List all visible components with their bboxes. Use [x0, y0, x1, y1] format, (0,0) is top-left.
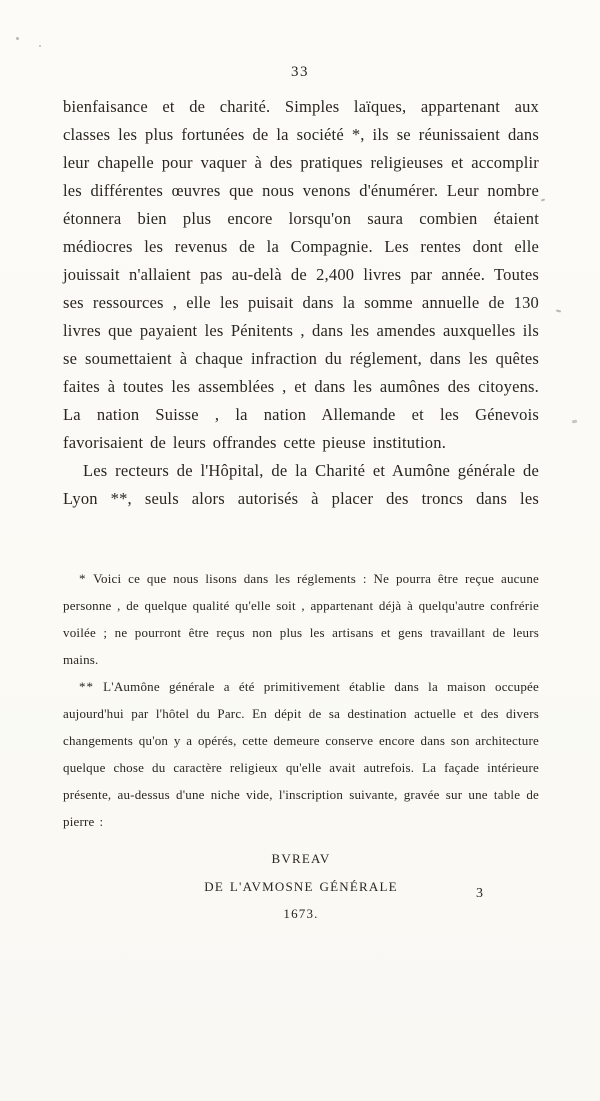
scan-speck — [16, 37, 19, 40]
scan-speck — [39, 45, 41, 47]
footnote-1-marker: * — [79, 571, 87, 586]
inscription-line-3: 1673. — [283, 906, 319, 921]
stone-inscription — [63, 845, 539, 928]
footnote-1-text: Voici ce que nous lisons dans les réglements : Ne pourra être reçue aucune personne , de quelque qualité qu'elle soit , appartenant déjà à quelqu'autre confrérie voilée ; ne pourront être reçus non plus les artisans et gens travaillant de leurs mains. — [63, 571, 539, 667]
scan-speck — [572, 420, 577, 424]
footnote-2-marker: ** — [79, 679, 94, 694]
footnote-2 — [63, 673, 539, 835]
body-text — [63, 93, 539, 513]
footnote-1 — [63, 565, 539, 673]
inscription-line-2: DE L'AVMOSNE GÉNÉRALE — [204, 878, 398, 894]
footnotes-section — [63, 565, 539, 928]
inscription-line-1: BVREAV — [271, 851, 331, 866]
scan-speck — [556, 309, 561, 312]
page-number: 33 — [291, 64, 309, 80]
body-paragraph: Les recteurs de l'Hôpital, de la Charité et Aumône générale de Lyon **, seuls alors autorisés à placer des troncs dans les — [63, 461, 539, 508]
signature-mark: 3 — [476, 886, 483, 901]
scan-speck — [541, 198, 545, 201]
body-paragraph: bienfaisance et de charité. Simples laïques, appartenant aux classes les plus fortunées de la société *, ils se réunissaient dans leur chapelle pour vaquer à des pratiques religieuses et accomplir les différentes œuvres que nous venons d'énumérer. Leur nombre étonnera bien plus encore lorsqu'on saura combien étaient médiocres les revenus de la Compagnie. Les rentes dont elle jouissait n'allaient pas au-delà de 2,400 livres par année. Toutes ses ressources , elle les puisait dans la somme annuelle de 130 livres que payaient les Pénitents , dans les amendes auxquelles ils se soumettaient à chaque infraction du réglement, dans les quêtes faites à toutes les assemblées , et dans les aumônes des citoyens. La nation Suisse , la nation Allemande et les Génevois favorisaient de leurs offrandes cette pieuse institution. — [63, 97, 539, 452]
footnote-2-text: L'Aumône générale a été primitivement établie dans la maison occupée aujourd'hui par l'hôtel du Parc. En dépit de sa destination actuelle et des divers changements qu'on y a opérés, cette demeure conserve encore dans son architecture quelque chose du caractère religieux qu'elle avait autrefois. La façade intérieure présente, au-dessus d'une niche vide, l'inscription suivante, gravée sur une table de pierre : — [63, 679, 539, 829]
